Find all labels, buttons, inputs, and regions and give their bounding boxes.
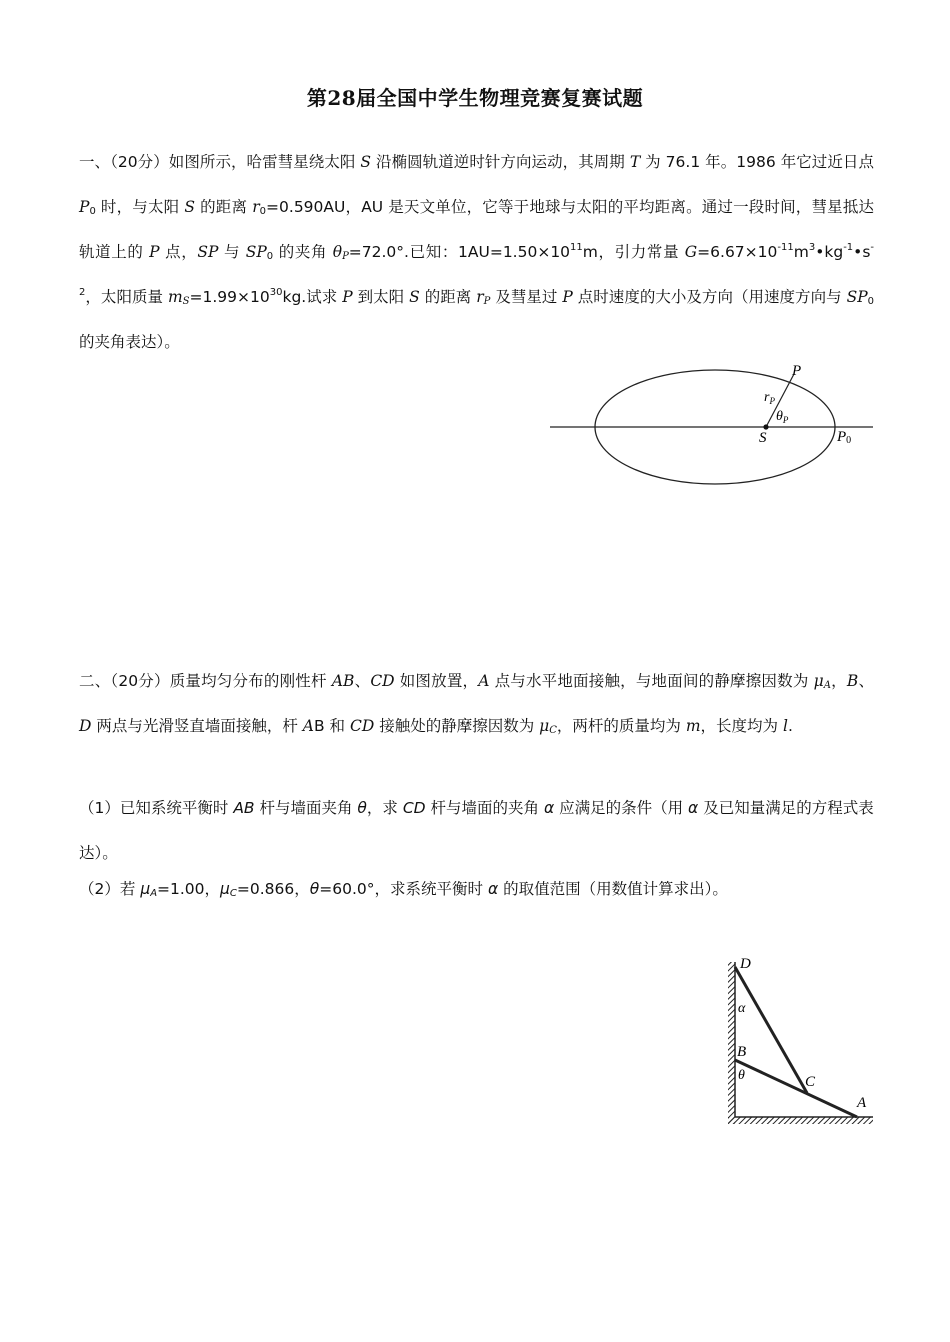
rods-figure [720, 950, 880, 1130]
wall-hatching [728, 962, 735, 1124]
label-b: B [737, 1044, 747, 1060]
label-theta: θ [738, 1068, 745, 1083]
ground-hatching [728, 1117, 873, 1124]
label-a: A [857, 1095, 867, 1111]
part-2-label: （2） [79, 880, 120, 898]
label-theta-p: $\theta_P$ [776, 409, 789, 425]
question-1-text: 一、（20分）如图所示，哈雷彗星绕太阳 S 沿椭圆轨道逆时针方向运动，其周期 T 为 76.1 年。1986 年它过近日点 $P_0$ 时，与太阳 S 的距离 $r_0=0.590AU$，AU 是天文单位，它等于地球与太阳的平均距离。通过一段时间，彗星抵达轨道上的 P 点，SP 与 $SP_0$ 的夹角 $\theta_P=72.0^\circ$.已知：$1AU=1.50\times 10^{11}m$，引力常量 $G=6.67\times 10^{-11}m^3•kg^{-1}•s^{-2}$，太阳质量 $m_S=1.99\times 10^{30}kg$.试求 P 到太阳 S 的距离 $r_P$ 及彗星过 P 点时速度的大小及方向（用速度方向与 $SP_0$ 的夹角表达）。 [79, 153, 875, 351]
question-1-number: 一、 [79, 153, 111, 171]
question-2-text: 二、（20分）质量均匀分布的刚性杆 AB、CD 如图放置，A 点与水平地面接触，与地面间的静摩擦因数为 $\mu_A$，B、D 两点与光滑竖直墙面接触，杆 AB 和 CD 接触处的静摩擦因数为 $\mu_C$，两杆的质量均为 m，长度均为 l. [79, 672, 874, 736]
label-alpha: α [738, 1001, 746, 1016]
rod-cd [735, 967, 807, 1093]
label-rp: $r_P$ [764, 390, 775, 406]
question-2-part-2: （2）若 $\mu_A=1.00$，$\mu_C=0.866$，θ=60.0°，求系统平衡时 α 的取值范围（用数值计算求出）。 [79, 880, 728, 899]
part-1-label: （1） [79, 799, 120, 817]
comet-orbit-figure [545, 358, 880, 493]
label-d: D [740, 956, 751, 972]
label-p: P [792, 363, 802, 379]
question-2-part-1: （1）已知系统平衡时 AB 杆与墙面夹角 θ，求 CD 杆与墙面的夹角 α 应满足的条件（用 α 及已知量满足的方程式表达）。 [79, 799, 874, 862]
label-s: S [759, 430, 767, 446]
question-2-points: （20分） [110, 672, 170, 690]
question-1-points: （20分） [110, 153, 169, 171]
label-c: C [805, 1074, 816, 1090]
sun-dot [763, 424, 768, 429]
label-p0: P0 [837, 429, 852, 446]
rod-ab [735, 1060, 857, 1117]
question-2-number: 二、 [79, 672, 111, 690]
page-title: 第28届全国中学生物理竞赛复赛试题 [306, 86, 644, 110]
